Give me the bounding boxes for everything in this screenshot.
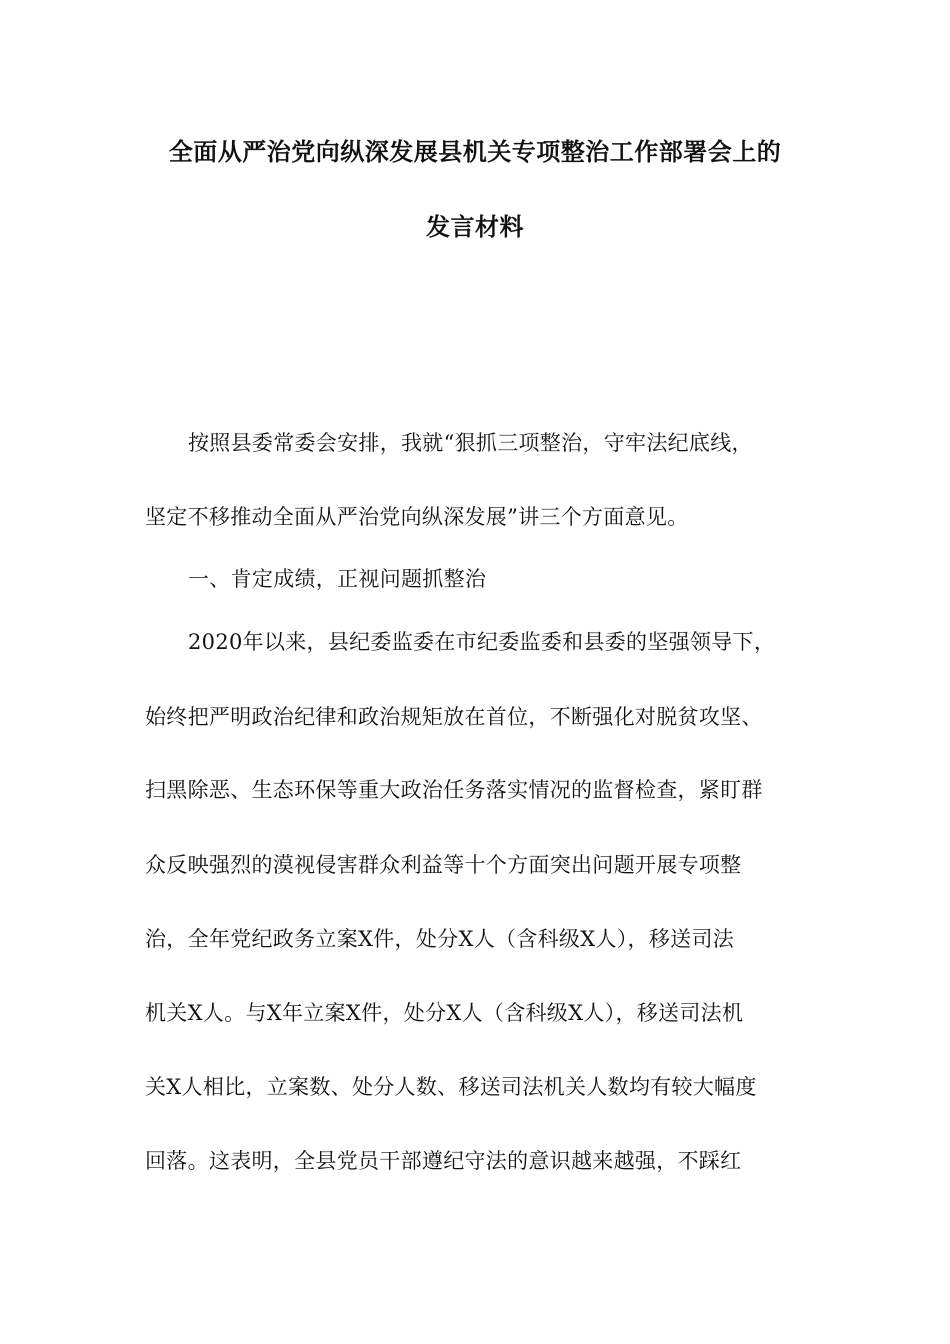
paragraph-line: 始终把严明政治纪律和政治规矩放在首位，不断强化对脱贫攻坚、 — [145, 705, 763, 729]
paragraph-line: 回落。这表明，全县党员干部遵纪守法的意识越来越强，不踩红 — [145, 1149, 742, 1173]
section-heading: 一、肯定成绩，正视问题抓整治 — [188, 567, 487, 591]
paragraph-line: 坚定不移推动全面从严治党向纵深发展”讲三个方面意见。 — [145, 505, 689, 529]
paragraph-line: 机关X人。与X年立案X件，处分X人（含科级X人），移送司法机 — [145, 1001, 744, 1025]
paragraph-line: 治，全年党纪政务立案X件，处分X人（含科级X人），移送司法 — [145, 927, 735, 951]
paragraph-line: 按照县委常委会安排，我就“狠抓三项整治，守牢法纪底线， — [188, 431, 753, 455]
paragraph-line: 关X人相比，立案数、处分人数、移送司法机关人数均有较大幅度 — [145, 1075, 757, 1099]
document-title-line-2: 发言材料 — [426, 213, 524, 241]
document-title-line-1: 全面从严治党向纵深发展县机关专项整治工作部署会上的 — [168, 138, 782, 166]
paragraph-line: 2020年以来，县纪委监委在市纪委监委和县委的坚强领导下， — [188, 630, 776, 654]
paragraph-line: 众反映强烈的漠视侵害群众利益等十个方面突出问题开展专项整 — [145, 853, 742, 877]
paragraph-line: 扫黑除恶、生态环保等重大政治任务落实情况的监督检查，紧盯群 — [145, 778, 763, 802]
